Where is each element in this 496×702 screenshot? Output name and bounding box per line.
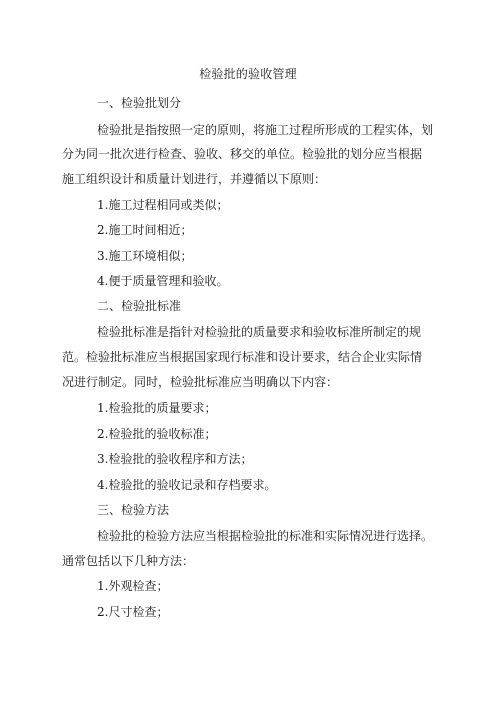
document-title: 检验批的验收管理	[199, 67, 297, 81]
list-item: 1.外观检查；	[97, 579, 169, 593]
list-item: 3.检验批的验收程序和方法；	[97, 452, 253, 466]
paragraph-line: 检验批是指按照一定的原则，将施工过程所形成的工程实体，划	[97, 123, 434, 137]
section-heading: 三、检验方法	[97, 503, 170, 517]
paragraph-line: 范。检验批标准应当根据国家现行标准和设计要求，结合企业实际情	[62, 350, 423, 364]
paragraph-line: 检验批标准是指针对检验批的质量要求和验收标准所制定的规	[97, 325, 422, 339]
list-item: 2.施工时间相近；	[97, 223, 193, 237]
list-item: 1.检验批的质量要求；	[97, 401, 217, 415]
list-item: 4.便于质量管理和验收。	[97, 274, 229, 288]
paragraph-line: 检验批的检验方法应当根据检验批的标准和实际情况进行选择。	[97, 529, 434, 543]
paragraph-line: 通常包括以下几种方法：	[62, 554, 195, 568]
section-heading: 一、检验批划分	[97, 96, 182, 110]
list-item: 4.检验批的验收记录和存档要求。	[97, 478, 277, 492]
list-item: 3.施工环境相似；	[97, 249, 193, 263]
list-item: 1.施工过程相同或类似；	[97, 198, 229, 212]
paragraph-line: 施工组织设计和质量计划进行，并遵循以下原则：	[62, 172, 327, 186]
paragraph-line: 分为同一批次进行检查、验收、移交的单位。检验批的划分应当根据	[62, 147, 423, 161]
paragraph-line: 况进行制定。同时，检验批标准应当明确以下内容：	[62, 375, 339, 389]
list-item: 2.尺寸检查；	[97, 605, 169, 619]
list-item: 2.检验批的验收标准；	[97, 427, 217, 441]
section-heading: 二、检验批标准	[97, 299, 182, 313]
